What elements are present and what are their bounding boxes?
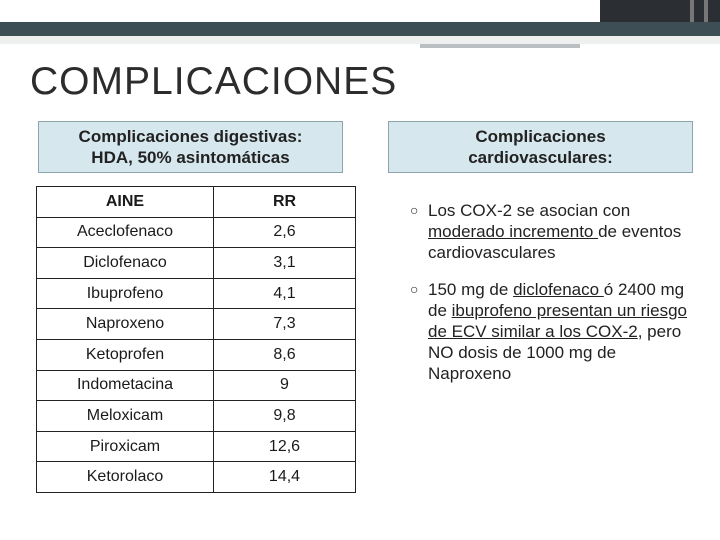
bullet2-underlined2: ibuprofeno presentan un riesgo de ECV similar a los COX-2 <box>428 301 687 341</box>
rr-cell: 7,3 <box>214 309 356 340</box>
table-row <box>37 248 356 279</box>
table-row <box>37 278 356 309</box>
bullet2-text1: 150 mg de <box>428 280 514 299</box>
bullet-circle-icon: ○ <box>410 202 419 218</box>
rr-cell: 8,6 <box>214 339 356 370</box>
slide-title: COMPLICACIONES <box>30 60 398 103</box>
bullet1-text1: Los COX-2 se asocian con <box>428 201 631 220</box>
bullet-cox2 <box>410 200 700 263</box>
header-aine: AINE <box>37 187 214 218</box>
drug-cell: Diclofenaco <box>37 248 214 279</box>
rr-cell: 12,6 <box>214 431 356 462</box>
bullet-circle-icon: ○ <box>410 281 419 297</box>
drug-cell: Naproxeno <box>37 309 214 340</box>
table-row <box>37 217 356 248</box>
accent-line <box>420 44 580 48</box>
digestive-box-line1: Complicaciones digestivas: <box>78 127 303 146</box>
drug-cell: Ketoprofen <box>37 339 214 370</box>
rr-cell: 9,8 <box>214 401 356 432</box>
table-row <box>37 431 356 462</box>
drug-cell: Piroxicam <box>37 431 214 462</box>
header-rr: RR <box>214 187 356 218</box>
bullet2-text3: , pero NO dosis de 1000 mg de Naproxeno <box>428 322 682 383</box>
table-row <box>37 462 356 493</box>
digestive-box-line2: HDA, 50% asintomáticas <box>91 148 290 167</box>
table-header-row <box>37 187 356 218</box>
drug-cell: Aceclofenaco <box>37 217 214 248</box>
top-light-band <box>0 36 720 44</box>
table-row <box>37 339 356 370</box>
drug-cell: Ketorolaco <box>37 462 214 493</box>
digestive-complications-box <box>38 121 343 173</box>
bullet1-underlined: moderado incremento <box>428 222 599 241</box>
bullet1-text2: de eventos cardiovasculares <box>428 222 682 262</box>
rr-cell: 2,6 <box>214 217 356 248</box>
rr-cell: 3,1 <box>214 248 356 279</box>
bullet-dosis <box>410 279 700 384</box>
cardio-box-line2: cardiovasculares: <box>468 148 613 167</box>
drug-cell: Meloxicam <box>37 401 214 432</box>
top-bar <box>0 22 720 36</box>
rr-cell: 14,4 <box>214 462 356 493</box>
cardio-bullets <box>410 200 700 400</box>
table-row <box>37 401 356 432</box>
bullet2-text2: ó 2400 mg de <box>428 280 685 320</box>
table-row <box>37 309 356 340</box>
aine-rr-table <box>36 186 356 493</box>
cardio-box-line1: Complicaciones <box>475 127 606 146</box>
table-row <box>37 370 356 401</box>
cardiovascular-complications-box <box>388 121 693 173</box>
bullet2-underlined1: diclofenaco <box>513 280 604 299</box>
rr-cell: 9 <box>214 370 356 401</box>
drug-cell: Ibuprofeno <box>37 278 214 309</box>
drug-cell: Indometacina <box>37 370 214 401</box>
rr-cell: 4,1 <box>214 278 356 309</box>
